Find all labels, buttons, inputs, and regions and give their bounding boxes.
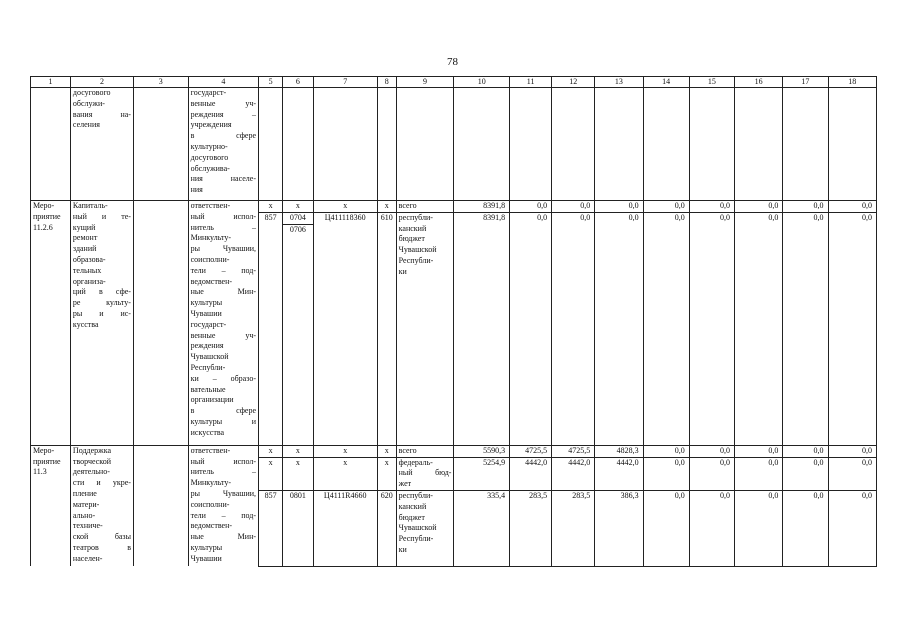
value-cell: 0,0 xyxy=(783,212,828,445)
cell-col7 xyxy=(313,88,377,201)
cell-executor-line: в сфере xyxy=(190,406,257,416)
cell-event-name-line: ре культу- xyxy=(72,298,131,308)
cell-col3 xyxy=(133,445,188,566)
cell-event-id xyxy=(31,445,71,566)
cell-source-line: Чувашской xyxy=(398,523,437,533)
value-cell: 4725,5 xyxy=(510,445,552,457)
cell-source-line: жет xyxy=(398,479,412,489)
cell-executor-line: ный испол- xyxy=(190,211,257,221)
cell-section xyxy=(283,212,313,445)
cell-event-name-line: досугового xyxy=(72,88,111,97)
cell-section: x xyxy=(283,445,313,457)
cell-executor xyxy=(188,445,258,566)
cell-event-name xyxy=(70,201,133,446)
value-cell: 0,0 xyxy=(783,201,828,213)
cell-col10 xyxy=(454,88,510,201)
header-cell-7: 7 xyxy=(313,77,377,88)
cell-event-name-line: селения xyxy=(72,120,100,130)
cell-executor-line: соисполни- xyxy=(190,254,230,264)
cell-expense-type: x xyxy=(377,445,396,457)
table-row xyxy=(31,201,877,213)
cell-event-name-line: кусства xyxy=(72,319,99,329)
cell-col14 xyxy=(643,88,689,201)
cell-expense-type: x xyxy=(377,201,396,213)
cell-executor-line: учреждения xyxy=(190,120,232,130)
cell-executor-line: обслужива- xyxy=(190,163,230,173)
value-cell: 0,0 xyxy=(734,457,782,490)
cell-event-name-line: пление xyxy=(72,488,97,498)
value-cell: 5254,9 xyxy=(454,457,510,490)
cell-executor xyxy=(188,88,258,201)
cell-executor-line: Минкульту- xyxy=(190,233,232,243)
cell-target-article: x xyxy=(313,445,377,457)
value-cell: 0,0 xyxy=(689,490,734,566)
table-row xyxy=(31,445,877,457)
cell-source xyxy=(396,457,454,490)
cell-grbs: x xyxy=(259,201,283,213)
header-cell-9: 9 xyxy=(396,77,454,88)
cell-executor-line: Республи- xyxy=(190,362,226,372)
cell-event-name-line: Капиталь- xyxy=(72,201,108,210)
value-cell: 0,0 xyxy=(595,212,643,445)
cell-executor-line: нитель – xyxy=(190,467,257,477)
cell-col8 xyxy=(377,88,396,201)
cell-col3 xyxy=(133,88,188,201)
cell-event-id-line: приятие xyxy=(33,456,61,466)
value-cell: 8391,8 xyxy=(454,212,510,445)
cell-source xyxy=(396,490,454,566)
header-cell-15: 15 xyxy=(689,77,734,88)
cell-source-line: республи- xyxy=(398,490,433,500)
cell-source-line: Чувашской xyxy=(398,245,437,255)
cell-executor-line: соисполни- xyxy=(190,499,230,509)
header-cell-16: 16 xyxy=(734,77,782,88)
cell-executor-line: культуры xyxy=(190,542,223,552)
cell-source-line: канский xyxy=(398,223,427,233)
cell-col17 xyxy=(783,88,828,201)
cell-event-id xyxy=(31,88,71,201)
value-cell: 0,0 xyxy=(734,490,782,566)
value-cell: 4442,0 xyxy=(510,457,552,490)
cell-executor-line: венные уч- xyxy=(190,330,257,340)
cell-executor-line: ния населе- xyxy=(190,174,257,184)
cell-source-line: ки xyxy=(398,544,407,554)
cell-source-line: республи- xyxy=(398,212,433,222)
value-cell: 0,0 xyxy=(689,457,734,490)
header-cell-12: 12 xyxy=(552,77,595,88)
value-cell: 0,0 xyxy=(828,212,877,445)
cell-executor-line: культуры xyxy=(190,298,223,308)
cell-event-id xyxy=(31,201,71,446)
cell-executor-line: ведомствен- xyxy=(190,521,233,531)
cell-executor-line: ры Чувашии, xyxy=(190,488,257,498)
cell-executor-line: досугового xyxy=(190,152,229,162)
cell-executor-line: вательные xyxy=(190,384,226,394)
value-cell: 0,0 xyxy=(689,212,734,445)
cell-source: всего xyxy=(396,445,454,457)
cell-source xyxy=(396,212,454,445)
value-cell: 5590,3 xyxy=(454,445,510,457)
cell-target-article: x xyxy=(313,201,377,213)
cell-executor-line: венные уч- xyxy=(190,98,257,108)
cell-executor-line: тели – под- xyxy=(190,265,257,275)
value-cell: 0,0 xyxy=(552,201,595,213)
budget-table xyxy=(30,76,877,567)
cell-col11 xyxy=(510,88,552,201)
cell-expense-type: x xyxy=(377,457,396,490)
cell-col15 xyxy=(689,88,734,201)
cell-expense-type: 610 xyxy=(377,212,396,445)
header-cell-17: 17 xyxy=(783,77,828,88)
cell-executor-line: культуры и xyxy=(190,416,257,426)
value-cell: 283,5 xyxy=(552,490,595,566)
value-cell: 0,0 xyxy=(510,201,552,213)
cell-event-name-line: деятельно- xyxy=(72,467,110,477)
header-cell-18: 18 xyxy=(828,77,877,88)
cell-executor-line: нитель – xyxy=(190,222,257,232)
cell-executor-line: Чувашии xyxy=(190,308,222,318)
cell-col9 xyxy=(396,88,454,201)
cell-section: 0801 xyxy=(283,490,313,566)
cell-executor-line: ния xyxy=(190,185,203,195)
cell-section: x xyxy=(283,457,313,490)
cell-event-name-line: ремонт xyxy=(72,233,98,243)
value-cell: 0,0 xyxy=(828,201,877,213)
cell-event-name-line: обслужи- xyxy=(72,98,105,108)
cell-source-line: ки xyxy=(398,266,407,276)
value-cell: 283,5 xyxy=(510,490,552,566)
header-cell-13: 13 xyxy=(595,77,643,88)
cell-event-name-line: вания на- xyxy=(72,109,131,119)
value-cell: 4442,0 xyxy=(552,457,595,490)
value-cell: 0,0 xyxy=(783,490,828,566)
value-cell: 0,0 xyxy=(643,457,689,490)
cell-event-name-line: кущий xyxy=(72,222,96,232)
cell-executor-line: Минкульту- xyxy=(190,478,232,488)
cell-executor-line: реждения – xyxy=(190,109,257,119)
value-cell: 0,0 xyxy=(643,490,689,566)
value-cell: 386,3 xyxy=(595,490,643,566)
value-cell: 4442,0 xyxy=(595,457,643,490)
header-cell-10: 10 xyxy=(454,77,510,88)
cell-col18 xyxy=(828,88,877,201)
value-cell: 0,0 xyxy=(595,201,643,213)
value-cell: 0,0 xyxy=(643,445,689,457)
cell-source-line: ный бюд- xyxy=(398,468,452,478)
cell-executor-line: ный испол- xyxy=(190,456,257,466)
cell-source: всего xyxy=(396,201,454,213)
header-cell-6: 6 xyxy=(283,77,313,88)
cell-executor-line: культурно- xyxy=(190,141,228,151)
header-cell-2: 2 xyxy=(70,77,133,88)
cell-grbs: x xyxy=(259,457,283,490)
value-cell: 0,0 xyxy=(734,445,782,457)
cell-event-name-line: матери- xyxy=(72,499,100,509)
cell-event-name-line: ской базы xyxy=(72,532,131,542)
value-cell: 8391,8 xyxy=(454,201,510,213)
cell-executor-line: тели – под- xyxy=(190,510,257,520)
cell-event-id-line: Меро- xyxy=(33,445,55,455)
value-cell: 0,0 xyxy=(510,212,552,445)
cell-col5 xyxy=(259,88,283,201)
cell-executor-line: искусства xyxy=(190,427,225,437)
value-cell: 0,0 xyxy=(734,212,782,445)
header-cell-1: 1 xyxy=(31,77,71,88)
cell-executor-line: государст- xyxy=(190,319,227,329)
cell-col6 xyxy=(283,88,313,201)
cell-event-id-line: приятие xyxy=(33,211,61,221)
cell-event-id-line: 11.2.6 xyxy=(33,222,53,232)
cell-executor-line: ры Чувашии, xyxy=(190,244,257,254)
cell-event-name-line: техниче- xyxy=(72,521,103,531)
cell-executor xyxy=(188,201,258,446)
cell-event-name-line: населен- xyxy=(72,553,103,563)
page-number: 78 xyxy=(447,56,458,68)
cell-col13 xyxy=(595,88,643,201)
cell-col16 xyxy=(734,88,782,201)
cell-target-article: x xyxy=(313,457,377,490)
cell-col12 xyxy=(552,88,595,201)
cell-executor-line: ки – образо- xyxy=(190,373,257,383)
cell-source-line: Республи- xyxy=(398,534,434,544)
table-row xyxy=(31,77,877,88)
cell-executor-line: ные Мин- xyxy=(190,532,257,542)
cell-executor-line: Чувашской xyxy=(190,352,229,362)
cell-executor-line: организации xyxy=(190,395,234,405)
cell-event-name-line: образова- xyxy=(72,254,106,264)
value-cell: 0,0 xyxy=(552,212,595,445)
cell-executor-line: реждения xyxy=(190,341,224,351)
header-cell-8: 8 xyxy=(377,77,396,88)
value-cell: 335,4 xyxy=(454,490,510,566)
section-code: 0706 xyxy=(289,224,306,234)
cell-executor-line: ные Мин- xyxy=(190,287,257,297)
cell-event-name xyxy=(70,445,133,566)
cell-event-name-line: ный и те- xyxy=(72,211,131,221)
cell-source-line: бюджет xyxy=(398,512,425,522)
cell-event-name-line: театров в xyxy=(72,542,131,552)
cell-event-name-line: ры и ис- xyxy=(72,308,131,318)
header-cell-4: 4 xyxy=(188,77,258,88)
cell-executor-line: в сфере xyxy=(190,131,257,141)
cell-event-name-line: тельных xyxy=(72,265,102,275)
cell-event-name-line: творческой xyxy=(72,456,112,466)
cell-executor-line: Чувашии xyxy=(190,553,222,563)
cell-event-name-line: Поддержка xyxy=(72,445,112,455)
header-cell-3: 3 xyxy=(133,77,188,88)
value-cell: 0,0 xyxy=(643,201,689,213)
value-cell: 0,0 xyxy=(689,445,734,457)
cell-event-name xyxy=(70,88,133,201)
cell-event-id-line: 11.3 xyxy=(33,467,47,477)
cell-event-name-line: ально- xyxy=(72,510,96,520)
table-row xyxy=(31,88,877,201)
cell-grbs: 857 xyxy=(259,212,283,445)
header-cell-14: 14 xyxy=(643,77,689,88)
section-code: 0704 xyxy=(283,213,312,225)
value-cell: 0,0 xyxy=(783,445,828,457)
value-cell: 0,0 xyxy=(783,457,828,490)
cell-section: x xyxy=(283,201,313,213)
value-cell: 0,0 xyxy=(643,212,689,445)
cell-source-line: Республи- xyxy=(398,255,434,265)
cell-event-name-line: организа- xyxy=(72,276,106,286)
header-cell-5: 5 xyxy=(259,77,283,88)
cell-target-article: Ц411118360 xyxy=(313,212,377,445)
cell-expense-type: 620 xyxy=(377,490,396,566)
cell-grbs: 857 xyxy=(259,490,283,566)
cell-event-name-line: зданий xyxy=(72,244,97,254)
cell-event-name-line: сти и укре- xyxy=(72,478,131,488)
value-cell: 4828,3 xyxy=(595,445,643,457)
cell-executor-line: ведомствен- xyxy=(190,276,233,286)
cell-executor-line: ответствен- xyxy=(190,201,231,210)
cell-source-line: бюджет xyxy=(398,234,425,244)
cell-source-line: федераль- xyxy=(398,457,433,467)
cell-source-line: канский xyxy=(398,501,427,511)
value-cell: 0,0 xyxy=(828,457,877,490)
value-cell: 0,0 xyxy=(689,201,734,213)
cell-event-id-line: Меро- xyxy=(33,201,55,210)
value-cell: 4725,5 xyxy=(552,445,595,457)
value-cell: 0,0 xyxy=(734,201,782,213)
header-cell-11: 11 xyxy=(510,77,552,88)
cell-col3 xyxy=(133,201,188,446)
cell-target-article: Ц4111R4660 xyxy=(313,490,377,566)
value-cell: 0,0 xyxy=(828,445,877,457)
cell-grbs: x xyxy=(259,445,283,457)
cell-executor-line: ответствен- xyxy=(190,445,231,455)
cell-executor-line: государст- xyxy=(190,88,227,97)
cell-event-name-line: ций в сфе- xyxy=(72,287,131,297)
value-cell: 0,0 xyxy=(828,490,877,566)
